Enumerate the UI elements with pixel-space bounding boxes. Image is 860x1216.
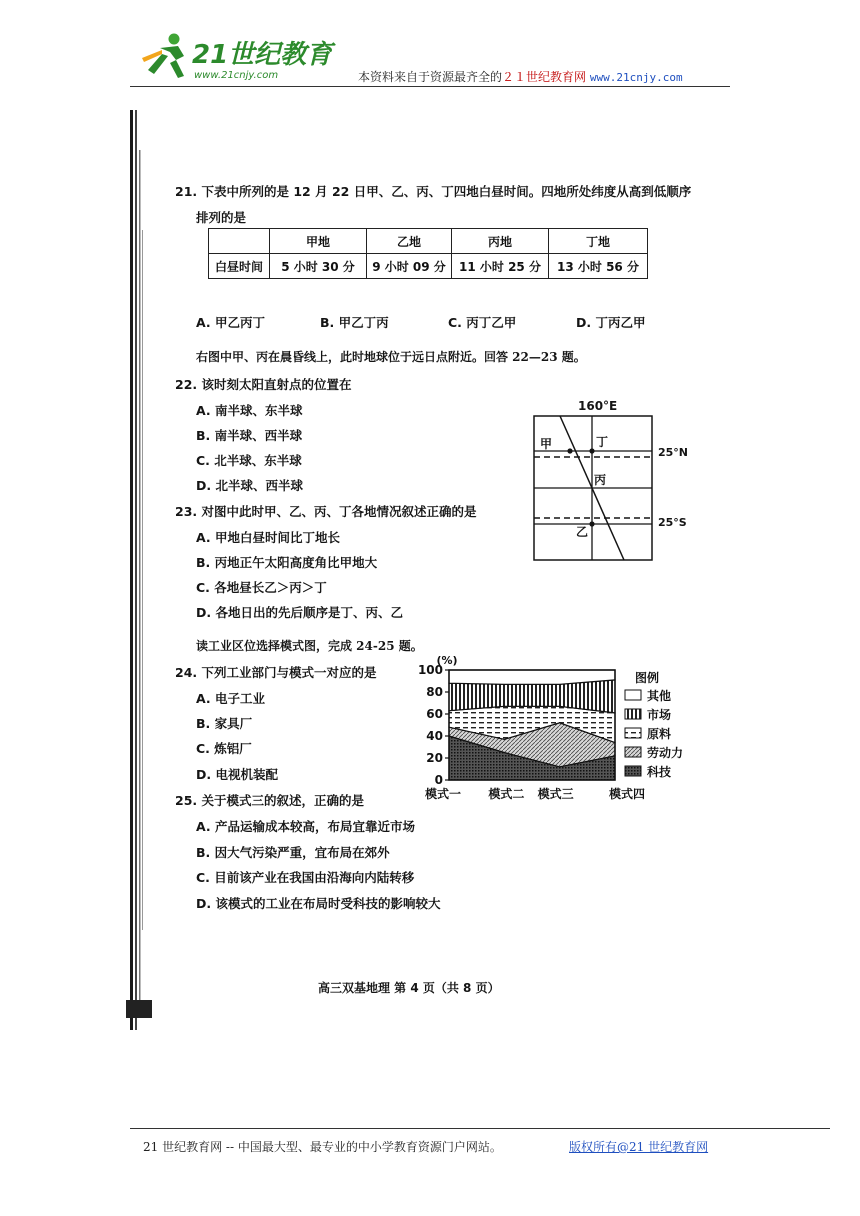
table-header-cell: 甲地 [270, 229, 367, 254]
point-yi [589, 521, 594, 526]
point-jia [567, 448, 572, 453]
table-header-cell: 丁地 [549, 229, 648, 254]
page-number-footer: 高三双基地理 第 4 页（共 8 页） [318, 981, 500, 995]
lat-south-label: 25°S [658, 516, 687, 529]
site-logo [140, 30, 340, 88]
x-tick-label: 模式一 [424, 787, 462, 801]
y-tick-label: 80 [426, 685, 443, 699]
intro-22-23: 右图中甲、丙在晨昏线上，此时地球位于远日点附近。回答 22—23 题。 [196, 350, 586, 364]
q23-option-c: C. 各地昼长乙＞丙＞丁 [196, 580, 327, 595]
legend-label: 科技 [647, 765, 672, 779]
table-header-cell: 丙地 [452, 229, 549, 254]
scan-binding-edge [126, 110, 156, 1030]
q21-stem-line2: 排列的是 [196, 210, 247, 225]
y-tick-label: 0 [434, 773, 443, 787]
legend-title: 图例 [635, 671, 660, 685]
daylight-table [208, 228, 648, 279]
q24-option-c: C. 炼铝厂 [196, 741, 252, 756]
y-tick-label: 20 [426, 751, 443, 765]
terminator-diagram [520, 396, 700, 566]
table-header-row [209, 229, 648, 254]
q23-option-d: D. 各地日出的先后顺序是丁、丙、乙 [196, 605, 403, 620]
intro-24-25: 读工业区位选择模式图，完成 24-25 题。 [196, 639, 423, 653]
x-tick-label: 模式三 [537, 787, 574, 801]
label-yi: 乙 [576, 525, 589, 539]
q22-option-d: D. 北半球、西半球 [196, 478, 303, 493]
legend-swatch [625, 747, 641, 757]
q25-stem: 25. 关于模式三的叙述，正确的是 [175, 793, 364, 808]
header-note-prefix: 本资料来自于资源最齐全的 [358, 70, 503, 84]
label-ding: 丁 [596, 435, 609, 449]
q24-option-b: B. 家具厂 [196, 716, 253, 731]
y-tick-label: 100 [417, 663, 443, 677]
q24-option-d: D. 电视机装配 [196, 767, 278, 782]
header-divider [130, 86, 730, 87]
legend-swatch [625, 709, 641, 719]
chart-legend [625, 670, 683, 779]
logo-url: www.21cnjy.com [194, 70, 279, 81]
x-tick-label: 模式四 [608, 787, 646, 801]
table-row-label: 白昼时间 [209, 254, 270, 279]
q22-stem: 22. 该时刻太阳直射点的位置在 [175, 377, 352, 392]
q21-option-b: B. 甲乙丁丙 [320, 315, 389, 330]
q21-option-c: C. 丙丁乙甲 [448, 315, 517, 330]
copyright-link[interactable]: 版权所有@21 世纪教育网 [569, 1140, 709, 1154]
q21-stem-line1: 21. 下表中所列的是 12 月 22 日甲、乙、丙、丁四地白昼时间。四地所处纬度从高到低顺序 [175, 184, 692, 199]
q25-option-a: A. 产品运输成本较高，布局宜靠近市场 [196, 819, 416, 834]
q22-option-c: C. 北半球、东半球 [196, 453, 302, 468]
table-cell: 5 小时 30 分 [270, 254, 367, 279]
q22-option-a: A. 南半球、东半球 [196, 403, 303, 418]
logo-brand: 21世纪教育 [192, 40, 333, 70]
legend-swatch [625, 690, 641, 700]
q24-option-a: A. 电子工业 [196, 691, 266, 706]
point-ding [589, 448, 594, 453]
q25-option-d: D. 该模式的工业在布局时受科技的影响较大 [196, 896, 441, 911]
legend-label: 原料 [647, 727, 672, 741]
q21-option-a: A. 甲乙丙丁 [196, 315, 266, 330]
header-note-brand[interactable]: ２１世纪教育网 [502, 70, 587, 84]
table-header-cell: 乙地 [367, 229, 452, 254]
q23-option-a: A. 甲地白昼时间比丁地长 [196, 530, 341, 545]
y-axis-label: (%) [436, 654, 458, 667]
q23-stem: 23. 对图中此时甲、乙、丙、丁各地情况叙述正确的是 [175, 504, 477, 519]
area-series-5 [449, 670, 615, 684]
q22-option-b: B. 南半球、西半球 [196, 428, 303, 443]
q24-stem: 24. 下列工业部门与模式一对应的是 [175, 665, 377, 680]
y-tick-label: 40 [426, 729, 443, 743]
chart-plot [449, 670, 615, 780]
q21-option-d: D. 丁丙乙甲 [576, 315, 646, 330]
industry-location-chart [415, 650, 695, 810]
lat-north-label: 25°N [658, 446, 689, 459]
legend-label: 市场 [647, 708, 672, 722]
table-cell: 13 小时 56 分 [549, 254, 648, 279]
y-tick-label: 60 [426, 707, 443, 721]
table-cell: 11 小时 25 分 [452, 254, 549, 279]
label-bing: 丙 [594, 473, 607, 487]
x-tick-label: 模式二 [488, 787, 525, 801]
q25-option-b: B. 因大气污染严重，宜布局在郊外 [196, 845, 390, 860]
legend-swatch [625, 766, 641, 776]
label-jia: 甲 [540, 437, 553, 451]
q25-option-c: C. 目前该产业在我国由沿海向内陆转移 [196, 870, 415, 885]
footer-text: 21 世纪教育网 -- 中国最大型、最专业的中小学教育资源门户网站。 [143, 1140, 502, 1154]
header-note [358, 68, 683, 85]
q23-option-b: B. 丙地正午太阳高度角比甲地大 [196, 555, 378, 570]
footer-divider [130, 1128, 830, 1129]
legend-swatch [625, 728, 641, 738]
legend-label: 其他 [647, 689, 672, 703]
header-note-url[interactable]: www.21cnjy.com [589, 71, 683, 84]
table-row [209, 254, 648, 279]
meridian-label: 160°E [578, 399, 618, 413]
table-header-cell [209, 229, 270, 254]
table-cell: 9 小时 09 分 [367, 254, 452, 279]
runner-icon [142, 34, 184, 79]
legend-label: 劳动力 [647, 746, 684, 760]
